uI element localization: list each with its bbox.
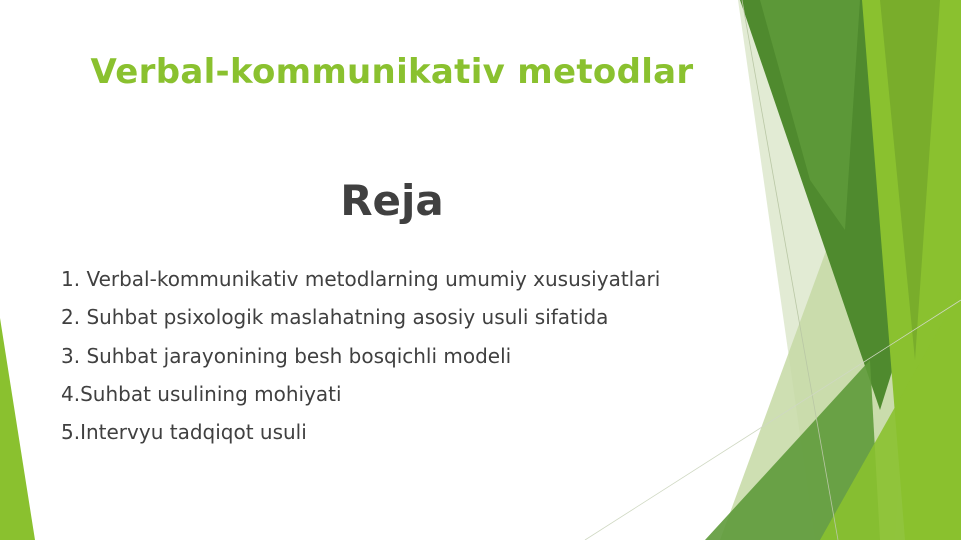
left-green-sliver bbox=[0, 318, 35, 540]
plan-list bbox=[61, 264, 660, 455]
plan-item: 2. Suhbat psixologik maslahatning asosiy usuli sifatida bbox=[61, 305, 609, 330]
plan-item: 5.Intervyu tadqiqot usuli bbox=[61, 420, 307, 445]
plan-item: 1. Verbal-kommunikativ metodlarning umumiy xususiyatlari bbox=[61, 267, 661, 291]
plan-item: 4.Suhbat usulining mohiyati bbox=[61, 381, 342, 406]
slide-title: Verbal-kommunikativ metodlar bbox=[90, 52, 694, 92]
plan-item: 3. Suhbat jarayonining besh bosqichli modeli bbox=[61, 343, 512, 368]
slide-subtitle: Reja bbox=[340, 176, 444, 225]
